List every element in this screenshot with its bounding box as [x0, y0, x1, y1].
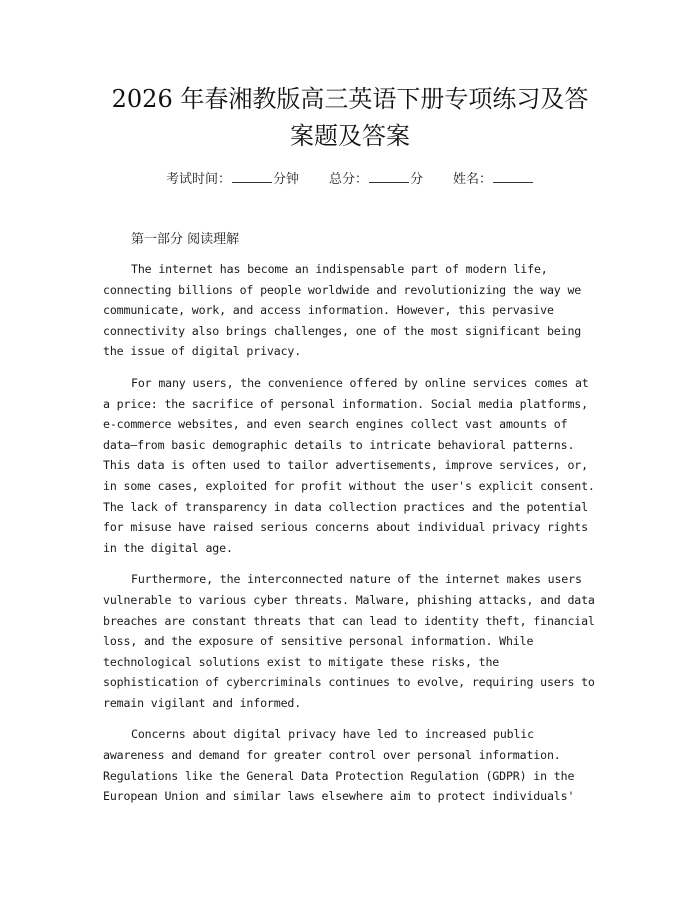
paragraph-line: For many users, the convenience offered by online services comes at	[131, 375, 589, 390]
passage-paragraph	[103, 724, 603, 806]
paragraph-line: Concerns about digital privacy have led to increased public	[131, 727, 534, 742]
paragraph-line: the issue of digital privacy.	[103, 344, 302, 359]
paragraph-line: a price: the sacrifice of personal information. Social media platforms,	[103, 396, 588, 411]
paragraph-line: technological solutions exist to mitigate these risks, the	[103, 654, 500, 669]
exam-score-label: 总分：	[328, 172, 368, 187]
passage-paragraph	[103, 373, 603, 558]
exam-time-unit: 分钟	[272, 172, 299, 187]
paragraph-line: connectivity also brings challenges, one of the most significant being	[103, 323, 582, 338]
exam-time-label: 考试时间：	[165, 172, 231, 187]
exam-time-blank	[232, 168, 272, 183]
paragraph-line: e-commerce websites, and even search engines collect vast amounts of	[103, 417, 568, 432]
reading-passage	[103, 259, 603, 818]
passage-paragraph	[103, 259, 603, 362]
paragraph-line: breaches are constant threats that can lead to identity theft, financial	[103, 613, 595, 628]
paragraph-line: communicate, work, and access information. However, this pervasive	[103, 303, 554, 318]
paragraph-line: The internet has become an indispensable part of modern life,	[131, 262, 548, 276]
paragraph-line: connecting billions of people worldwide and revolutionizing the way we	[103, 282, 582, 297]
paragraph-line: Furthermore, the interconnected nature of the internet makes users	[131, 572, 582, 587]
paragraph-line: in some cases, exploited for profit without the user's explicit consent.	[103, 478, 595, 493]
paragraph-line: This data is often used to tailor advertisements, improve services, or,	[103, 458, 588, 473]
paragraph-line: loss, and the exposure of sensitive personal information. While	[103, 634, 534, 649]
document-title-line-2: 案题及答案	[290, 122, 410, 150]
paragraph-line: The lack of transparency in data collection practices and the potential	[103, 499, 588, 514]
paragraph-line: remain vigilant and informed.	[103, 695, 302, 710]
paragraph-line: sophistication of cybercriminals continues to evolve, requiring users to	[103, 675, 595, 690]
exam-score-blank	[369, 168, 409, 183]
passage-paragraph	[103, 569, 603, 713]
section-heading: 第一部分 阅读理解	[131, 232, 240, 247]
document-title-line-1: 2026 年春湘教版高三英语下册专项练习及答	[111, 85, 589, 113]
exam-name-blank	[493, 168, 533, 183]
paragraph-line: data—from basic demographic details to intricate behavioral patterns.	[103, 437, 575, 452]
paragraph-line: in the digital age.	[103, 540, 233, 555]
paragraph-line: awareness and demand for greater control over personal information.	[103, 748, 561, 763]
paragraph-line: European Union and similar laws elsewhere aim to protect individuals'	[103, 789, 575, 804]
exam-info-bar	[0, 168, 700, 190]
paragraph-line: for misuse have raised serious concerns about individual privacy rights	[103, 520, 588, 535]
exam-score-unit: 分	[410, 172, 424, 187]
paragraph-line: vulnerable to various cyber threats. Malware, phishing attacks, and data	[103, 592, 595, 607]
paragraph-line: Regulations like the General Data Protection Regulation (GDPR) in the	[103, 768, 575, 783]
exam-name-label: 姓名：	[453, 172, 493, 187]
